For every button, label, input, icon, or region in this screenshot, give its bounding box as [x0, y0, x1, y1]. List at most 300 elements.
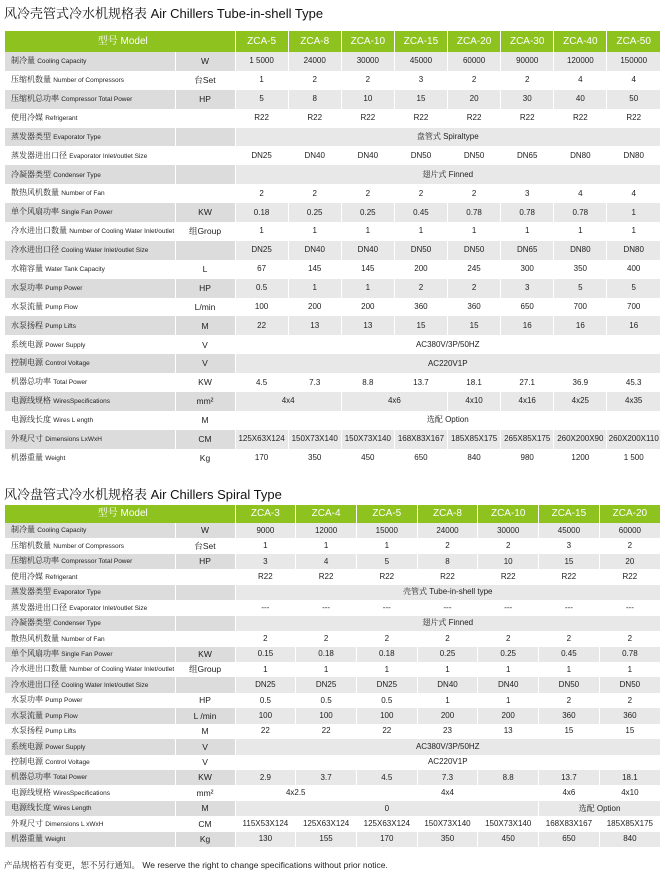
spec-value: 0.5	[235, 279, 288, 298]
spec-name-en: Water Tank Capacity	[45, 265, 105, 273]
spec-value: DN40	[341, 146, 394, 165]
spec-value: 2	[599, 631, 660, 646]
spec-name-zh: 冷凝器类型	[11, 169, 51, 179]
spec-value: 22	[235, 316, 288, 335]
spec-value: 360	[394, 298, 447, 317]
spec-value: 2	[599, 693, 660, 708]
spec-value: 0.78	[554, 203, 607, 222]
spec-name-en: Weight	[45, 454, 66, 462]
spec-name	[5, 203, 175, 222]
spec-value: R22	[599, 569, 660, 584]
spec-value: 700	[607, 298, 660, 317]
spec-value: 100	[356, 708, 417, 723]
spec-unit: HP	[175, 279, 235, 298]
spec-name	[5, 128, 175, 147]
spec-name	[5, 165, 175, 184]
spec-value: DN50	[394, 146, 447, 165]
spec-value: R22	[288, 109, 341, 128]
spec-value: 2	[341, 184, 394, 203]
spec-value: 1	[235, 662, 296, 677]
spec-name	[5, 52, 175, 71]
spec-name-en: Power Supply	[45, 743, 86, 751]
spec-name-en: WiresSpecifications	[53, 789, 110, 797]
spec-value: R22	[394, 109, 447, 128]
spec-value: 50	[607, 90, 660, 109]
spec-value: DN25	[296, 677, 357, 692]
spec-value: R22	[417, 569, 478, 584]
spec-name-en: Total Power	[53, 379, 88, 387]
spec-value: 10	[341, 90, 394, 109]
spec-unit: V	[175, 755, 235, 770]
spec-value: 1 5000	[235, 52, 288, 71]
spec-value-group: 4x4	[356, 785, 538, 800]
spec-unit	[175, 585, 235, 600]
spec-name	[5, 279, 175, 298]
spec-value: DN80	[607, 241, 660, 260]
spec-name-en: Cooling Capacity	[37, 527, 87, 535]
spec-value: 13	[288, 316, 341, 335]
spec-value: 265X85X175	[501, 430, 554, 449]
spec-value: ---	[478, 600, 539, 615]
spec-row	[5, 316, 660, 335]
spec-row	[5, 554, 660, 569]
spec-value: 67	[235, 260, 288, 279]
spec-name-zh: 冷水进出口数量	[11, 664, 67, 674]
spec-unit: W	[175, 52, 235, 71]
spec-name-en: Refrigerant	[45, 573, 78, 581]
spec-value: 350	[554, 260, 607, 279]
spec-value: 3	[501, 184, 554, 203]
spec-name-zh: 电源线规格	[11, 787, 51, 797]
spec-value: 450	[341, 449, 394, 468]
spec-row	[5, 816, 660, 831]
spec-row	[5, 392, 660, 411]
spec-name-zh: 控制电源	[11, 358, 43, 368]
spec-value: 100	[235, 708, 296, 723]
spec-name	[5, 647, 175, 662]
spec-name	[5, 316, 175, 335]
spec-name-zh: 冷水进出口径	[11, 245, 59, 255]
spec-value: 2	[288, 184, 341, 203]
spec-value: 120000	[554, 52, 607, 71]
spec-value: 8	[417, 554, 478, 569]
spec-value: 0.45	[539, 647, 600, 662]
spec-name	[5, 708, 175, 723]
spec-value-span: 翅片式 Finned	[235, 165, 660, 184]
spec-value: 90000	[501, 52, 554, 71]
spec-unit: M	[175, 316, 235, 335]
spec-value: 100	[235, 298, 288, 317]
spec-value: 2	[448, 184, 501, 203]
spec-value-group: 4x6	[539, 785, 600, 800]
spec-row	[5, 203, 660, 222]
model-header: ZCA-3	[235, 505, 296, 523]
spec-name-en: Dimensions L xWxH	[45, 820, 104, 828]
spec-value-span: 翅片式 Finned	[235, 616, 660, 631]
spec-value: 350	[417, 832, 478, 847]
spec-name-en: Pump Flow	[45, 712, 78, 720]
spec-name	[5, 109, 175, 128]
table2-title: 风冷盘管式冷水机规格表 Air Chillers Spiral Type	[4, 487, 282, 502]
spec-unit: L	[175, 260, 235, 279]
spec-value: 15	[539, 724, 600, 739]
spec-name-en: Evaporator Type	[53, 133, 101, 141]
spec-value: DN50	[448, 146, 501, 165]
spec-value: 1	[356, 538, 417, 553]
spec-name	[5, 260, 175, 279]
spec-value: 13.7	[539, 770, 600, 785]
spec-value: 4	[296, 554, 357, 569]
spec-value: 2	[288, 71, 341, 90]
spec-unit: mm²	[175, 392, 235, 411]
spec-value: 3	[394, 71, 447, 90]
spec-unit	[175, 569, 235, 584]
spec-row	[5, 279, 660, 298]
spec-value: 22	[296, 724, 357, 739]
spec-value: R22	[448, 109, 501, 128]
spec-row	[5, 354, 660, 373]
spec-row	[5, 411, 660, 430]
spec-name-en: Condenser Type	[53, 620, 101, 628]
spec-value: 4.5	[235, 373, 288, 392]
spec-value: 168X83X167	[394, 430, 447, 449]
spec-unit: CM	[175, 430, 235, 449]
spec-name-en: Power Supply	[45, 341, 86, 349]
spec-value: 3.7	[296, 770, 357, 785]
spec-name-zh: 散热风机数量	[11, 188, 59, 198]
spec-name	[5, 770, 175, 785]
spec-unit: CM	[175, 816, 235, 831]
spec-unit	[175, 631, 235, 646]
spec-value: 3	[539, 538, 600, 553]
spec-value: DN65	[501, 241, 554, 260]
spec-value: 45000	[539, 523, 600, 538]
spec-value: 130	[235, 832, 296, 847]
spec-unit: L/min	[175, 298, 235, 317]
spec-name-zh: 外观尺寸	[11, 818, 43, 828]
spec-value: ---	[599, 600, 660, 615]
spec-name	[5, 600, 175, 615]
spec-value: DN25	[356, 677, 417, 692]
spec-value-group: 4x6	[341, 392, 447, 411]
spec-name	[5, 832, 175, 847]
spec-unit: V	[175, 335, 235, 354]
spec-value: 840	[448, 449, 501, 468]
spec-row	[5, 662, 660, 677]
spec-value: 2	[478, 631, 539, 646]
header-row	[5, 31, 660, 52]
spec-name	[5, 523, 175, 538]
spec-value: 260X200X90	[554, 430, 607, 449]
spec-value: DN80	[607, 146, 660, 165]
spec-value: DN80	[554, 146, 607, 165]
spec-value: 185X85X175	[599, 816, 660, 831]
spec-value: 650	[394, 449, 447, 468]
spec-row	[5, 770, 660, 785]
spec-row	[5, 693, 660, 708]
spec-name-en: Compressor Total Power	[61, 95, 133, 103]
spec-name-en: Control Voltage	[45, 759, 90, 767]
spec-value: 155	[296, 832, 357, 847]
spec-row	[5, 128, 660, 147]
spec-value: 30000	[478, 523, 539, 538]
spec-value: 3	[235, 554, 296, 569]
spec-value: 15	[599, 724, 660, 739]
spec-name-en: Wires L ength	[53, 417, 94, 425]
spec-value: 0.18	[356, 647, 417, 662]
spec-row	[5, 373, 660, 392]
spec-value: 1200	[554, 449, 607, 468]
spec-name	[5, 222, 175, 241]
spec-row	[5, 569, 660, 584]
spec-name-en: Number of Compressors	[53, 77, 125, 85]
spec-value: 60000	[448, 52, 501, 71]
spec-name-en: Compressor Total Power	[61, 558, 133, 566]
spec-unit	[175, 146, 235, 165]
spec-value: 2	[448, 71, 501, 90]
spec-name-en: Number of Cooling Water Inlet/outlet	[69, 666, 175, 674]
spec-name-zh: 压缩机总功率	[11, 93, 59, 103]
model-header: ZCA-20	[599, 505, 660, 523]
spec-value: 115X53X124	[235, 816, 296, 831]
spec-name-zh: 冷水进出口径	[11, 679, 59, 689]
spec-value: DN25	[235, 677, 296, 692]
model-header: ZCA-10	[341, 31, 394, 52]
spec-value: 5	[607, 279, 660, 298]
spec-value: 5	[356, 554, 417, 569]
spec-value: 650	[539, 832, 600, 847]
spec-value: 2	[539, 631, 600, 646]
spec-value: 3	[501, 279, 554, 298]
spec-value: 2	[235, 184, 288, 203]
spec-value-group: 4x4	[235, 392, 341, 411]
spec-row	[5, 52, 660, 71]
spec-value: 360	[539, 708, 600, 723]
spec-value: 1	[448, 222, 501, 241]
spec-value: 1	[478, 662, 539, 677]
spec-name	[5, 373, 175, 392]
table1-title: 风冷壳管式冷水机规格表 Air Chillers Tube-in-shell Type	[4, 6, 324, 21]
spec-name	[5, 430, 175, 449]
spec-value: 24000	[288, 52, 341, 71]
spec-value: 15	[394, 316, 447, 335]
spec-value: 2	[599, 538, 660, 553]
spec-name-zh: 散热风机数量	[11, 633, 59, 643]
spec-value: 22	[356, 724, 417, 739]
spec-name	[5, 693, 175, 708]
spec-value: 125X63X124	[296, 816, 357, 831]
spec-name	[5, 90, 175, 109]
spec-name-zh: 单个风扇功率	[11, 648, 59, 658]
spec-value: 7.3	[288, 373, 341, 392]
spec-row	[5, 90, 660, 109]
spec-value: DN40	[341, 241, 394, 260]
spec-value: 20	[448, 90, 501, 109]
spec-name-zh: 电源线长度	[11, 803, 51, 813]
spec-name	[5, 241, 175, 260]
spec-row	[5, 430, 660, 449]
spec-row	[5, 538, 660, 553]
spec-value-group: 4x25	[554, 392, 607, 411]
spec-value: 1	[554, 222, 607, 241]
spec-name-zh: 压缩机总功率	[11, 556, 59, 566]
spec-unit: HP	[175, 693, 235, 708]
spec-name	[5, 631, 175, 646]
spec-value: R22	[235, 109, 288, 128]
spec-name-zh: 使用冷媒	[11, 112, 43, 122]
spec-name-en: Refrigerant	[45, 114, 78, 122]
spec-unit	[175, 600, 235, 615]
spec-name-zh: 控制电源	[11, 757, 43, 767]
spec-value: 45.3	[607, 373, 660, 392]
spec-name-en: Cooling Capacity	[37, 58, 87, 66]
spec-unit: KW	[175, 770, 235, 785]
header-row	[5, 505, 660, 523]
spec-name	[5, 662, 175, 677]
spec-unit	[175, 128, 235, 147]
spec-unit: M	[175, 801, 235, 816]
model-header: ZCA-10	[478, 505, 539, 523]
spec-unit: 台Set	[175, 538, 235, 553]
spec-name-zh: 水箱容量	[11, 263, 43, 273]
spec-value: 9000	[235, 523, 296, 538]
spec-unit	[175, 109, 235, 128]
spec-value: 4.5	[356, 770, 417, 785]
spec-name-zh: 制冷量	[11, 525, 35, 535]
spec-value: 125X63X124	[356, 816, 417, 831]
spec-row	[5, 298, 660, 317]
spec-value: 8	[288, 90, 341, 109]
spec-row	[5, 260, 660, 279]
spec-row	[5, 647, 660, 662]
spec-name	[5, 392, 175, 411]
spec-name-en: Number of Fan	[61, 635, 105, 643]
spec-value: 0.25	[478, 647, 539, 662]
spec-value: DN50	[448, 241, 501, 260]
spec-value: 980	[501, 449, 554, 468]
spec-value: 185X85X175	[448, 430, 501, 449]
spec-unit: L /min	[175, 708, 235, 723]
spec-name	[5, 724, 175, 739]
spec-value: 125X63X124	[235, 430, 288, 449]
spec-row	[5, 335, 660, 354]
spec-value: 16	[554, 316, 607, 335]
spec-unit: V	[175, 739, 235, 754]
spec-row	[5, 785, 660, 800]
spec-value: 15	[539, 554, 600, 569]
spec-name	[5, 411, 175, 430]
spec-value: 1	[235, 222, 288, 241]
spec-name	[5, 569, 175, 584]
spec-name	[5, 538, 175, 553]
spec-value: ---	[296, 600, 357, 615]
spec-row	[5, 71, 660, 90]
spec-name	[5, 449, 175, 468]
spec-row	[5, 616, 660, 631]
spec-value: 0.78	[501, 203, 554, 222]
model-header: ZCA-8	[288, 31, 341, 52]
spec-name	[5, 677, 175, 692]
spec-name	[5, 335, 175, 354]
spec-value: R22	[296, 569, 357, 584]
spec-value: 1	[356, 662, 417, 677]
spec-name-zh: 电源线长度	[11, 415, 51, 425]
spec-unit	[175, 184, 235, 203]
spec-name	[5, 146, 175, 165]
spec-value: 0.78	[599, 647, 660, 662]
spec-value: DN50	[599, 677, 660, 692]
spec-name-en: Wires Length	[53, 805, 92, 813]
spec-unit: 台Set	[175, 71, 235, 90]
spec-value-group: 4x2.5	[235, 785, 356, 800]
spec-value: 145	[341, 260, 394, 279]
spec-value: 350	[288, 449, 341, 468]
spec-value: 0.5	[296, 693, 357, 708]
spec-value: 2	[448, 279, 501, 298]
tube-in-shell-spec-table	[5, 31, 660, 468]
spec-name-en: Pump Flow	[45, 303, 78, 311]
spec-value: 2	[394, 279, 447, 298]
spec-value: 2	[296, 631, 357, 646]
spec-value: 4	[607, 71, 660, 90]
spec-name-en: Cooling Water Inlet/outlet Size	[61, 681, 149, 689]
spec-value-span: AC380V/3P/50HZ	[235, 335, 660, 354]
spec-name-en: Pump Lifts	[45, 322, 76, 330]
spec-value: 1	[607, 222, 660, 241]
spec-unit: mm²	[175, 785, 235, 800]
spec-value: DN25	[235, 146, 288, 165]
spec-value: 650	[501, 298, 554, 317]
spec-value: 2	[417, 538, 478, 553]
spec-value: 4	[554, 184, 607, 203]
spec-value: 1	[417, 693, 478, 708]
spec-unit: M	[175, 411, 235, 430]
spec-value: 1	[539, 662, 600, 677]
spec-value: 7.3	[417, 770, 478, 785]
spec-value: 45000	[394, 52, 447, 71]
spec-name-en: Evaporator Type	[53, 589, 101, 597]
spec-value: 0.18	[235, 203, 288, 222]
spec-value: 13	[478, 724, 539, 739]
spec-value: 15	[394, 90, 447, 109]
spec-value: 1	[296, 538, 357, 553]
spec-value: 1	[341, 222, 394, 241]
spec-value: 0.78	[448, 203, 501, 222]
spec-value: 13	[341, 316, 394, 335]
spec-value: DN40	[478, 677, 539, 692]
spec-value: R22	[554, 109, 607, 128]
footnote: 产品规格若有变更，恕不另行通知。 We reserve the right to change specifications without prior notice.	[4, 860, 388, 870]
spec-value: R22	[539, 569, 600, 584]
spec-unit: W	[175, 523, 235, 538]
spec-value: R22	[478, 569, 539, 584]
spec-value: R22	[341, 109, 394, 128]
spec-value: 150X73X140	[341, 430, 394, 449]
spec-value: 1	[235, 71, 288, 90]
spec-unit	[175, 616, 235, 631]
spec-name	[5, 816, 175, 831]
spec-value: 4	[607, 184, 660, 203]
spec-value: 700	[554, 298, 607, 317]
spec-value: 245	[448, 260, 501, 279]
spec-value: 360	[448, 298, 501, 317]
spec-value: 18.1	[448, 373, 501, 392]
spec-value: 400	[607, 260, 660, 279]
spec-unit: KW	[175, 203, 235, 222]
spec-value: 0.5	[235, 693, 296, 708]
spec-value: DN50	[539, 677, 600, 692]
spec-value-group: 4x10	[448, 392, 501, 411]
